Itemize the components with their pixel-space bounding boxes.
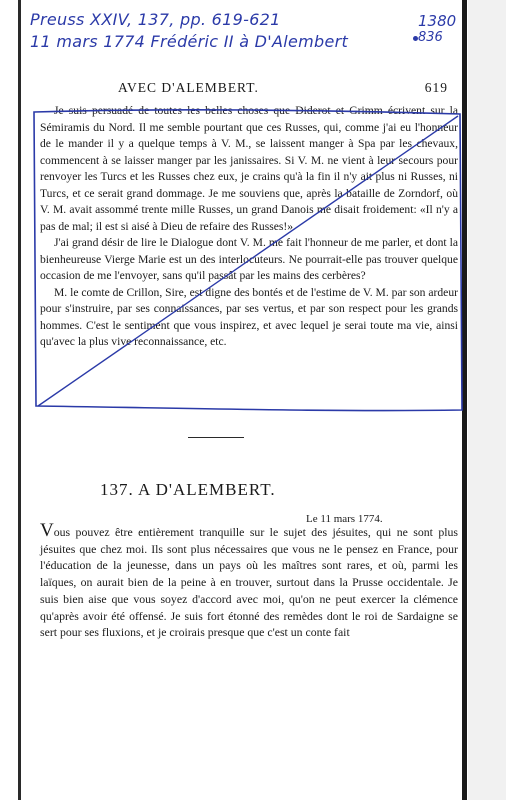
handwritten-reference-line-1: Preuss XXIV, 137, pp. 619-621: [30, 10, 281, 29]
handwritten-ref-top: 1380: [418, 12, 457, 30]
paragraph: M. le comte de Crillon, Sire, est digne des bontés et de l'estime de V. M. par son ardeur pour s'instruire, par ses connaissances, par ses vertus, et par son respect pour les grands hommes. C'est le sentiment que vous inspirez, et avec lequel je serai toute ma vie, ainsi qu'avec la plus vive reconnaissance, etc.: [40, 285, 458, 348]
right-scan-margin: [468, 0, 506, 800]
crossed-out-mark: [30, 106, 464, 416]
letter-date: Le 11 mars 1774.: [306, 513, 383, 525]
letter-body-text: ous pouvez être entièrement tranquille sur le sujet des jésuites, qui ne sont plus jésuites que chez moi. Ils sont plus nécessaires que vous ne le pensez en France, pour l'éducation de la jeunesse, dans un pays où les maîtres sont rares, et où, parmi les laïques, on aurait bien de la peine à en trouver, surtout dans la Prusse occidentale. Je suis bien aise que vous soyez d'accord avec moi, qu'on ne peut exercer la clémence qu'après avoir été offensé. Je suis fort étonné des remèdes dont le roi de Sardaigne se sert pour ses fluxions, et je croirais presque que c'est un conte fait: [40, 525, 458, 640]
letter-body: [40, 520, 458, 641]
page-number: 619: [424, 80, 448, 95]
running-head: [38, 80, 452, 98]
paragraph: Je suis persuadé de toutes les belles choses que Diderot et Grimm écrivent sur la Sémiramis du Nord. Il me semble pourtant que ces Russes, qui, comme j'ai eu l'honneur de le mander il y a quelque temps à V. M., se laissent manger à Spa par les chevaux, commencent à se laisser manger par les janissaires. Si V. M. ne vient à leur secours pour renvoyer les Turcs et les Russes chez eux, je crains qu'à la fin il n'y ait plus ni Russes, ni Turcs, et ce serait grand dommage. Je me souviens que, après la bataille de Zorndorf, où V. M. avait assommé trente mille Russes, un grand Danois me disait froidement: «Il n'y a pas de mal; il est si aisé à Dieu de refaire des Russes!»: [40, 104, 458, 233]
section-divider: [188, 437, 244, 438]
running-title: AVEC D'ALEMBERT.: [118, 80, 259, 95]
paragraph: J'ai grand désir de lire le Dialogue dont V. M. me fait l'honneur de me parler, et dont la bienheureuse Vierge Marie est un des interlocuteurs. Ne pourrait-elle pas trouver quelque occasion de me l'envoyer, sans qu'il passât par les mains des cerbères?: [40, 236, 458, 282]
drop-cap: V: [40, 520, 54, 541]
letter-heading: 137. A D'ALEMBERT.: [100, 480, 276, 499]
handwritten-reference-line-2: 11 mars 1774 Frédéric II à D'Alembert: [30, 32, 349, 51]
handwritten-ref-bottom: 836: [418, 30, 443, 45]
left-scan-border: [18, 0, 21, 800]
